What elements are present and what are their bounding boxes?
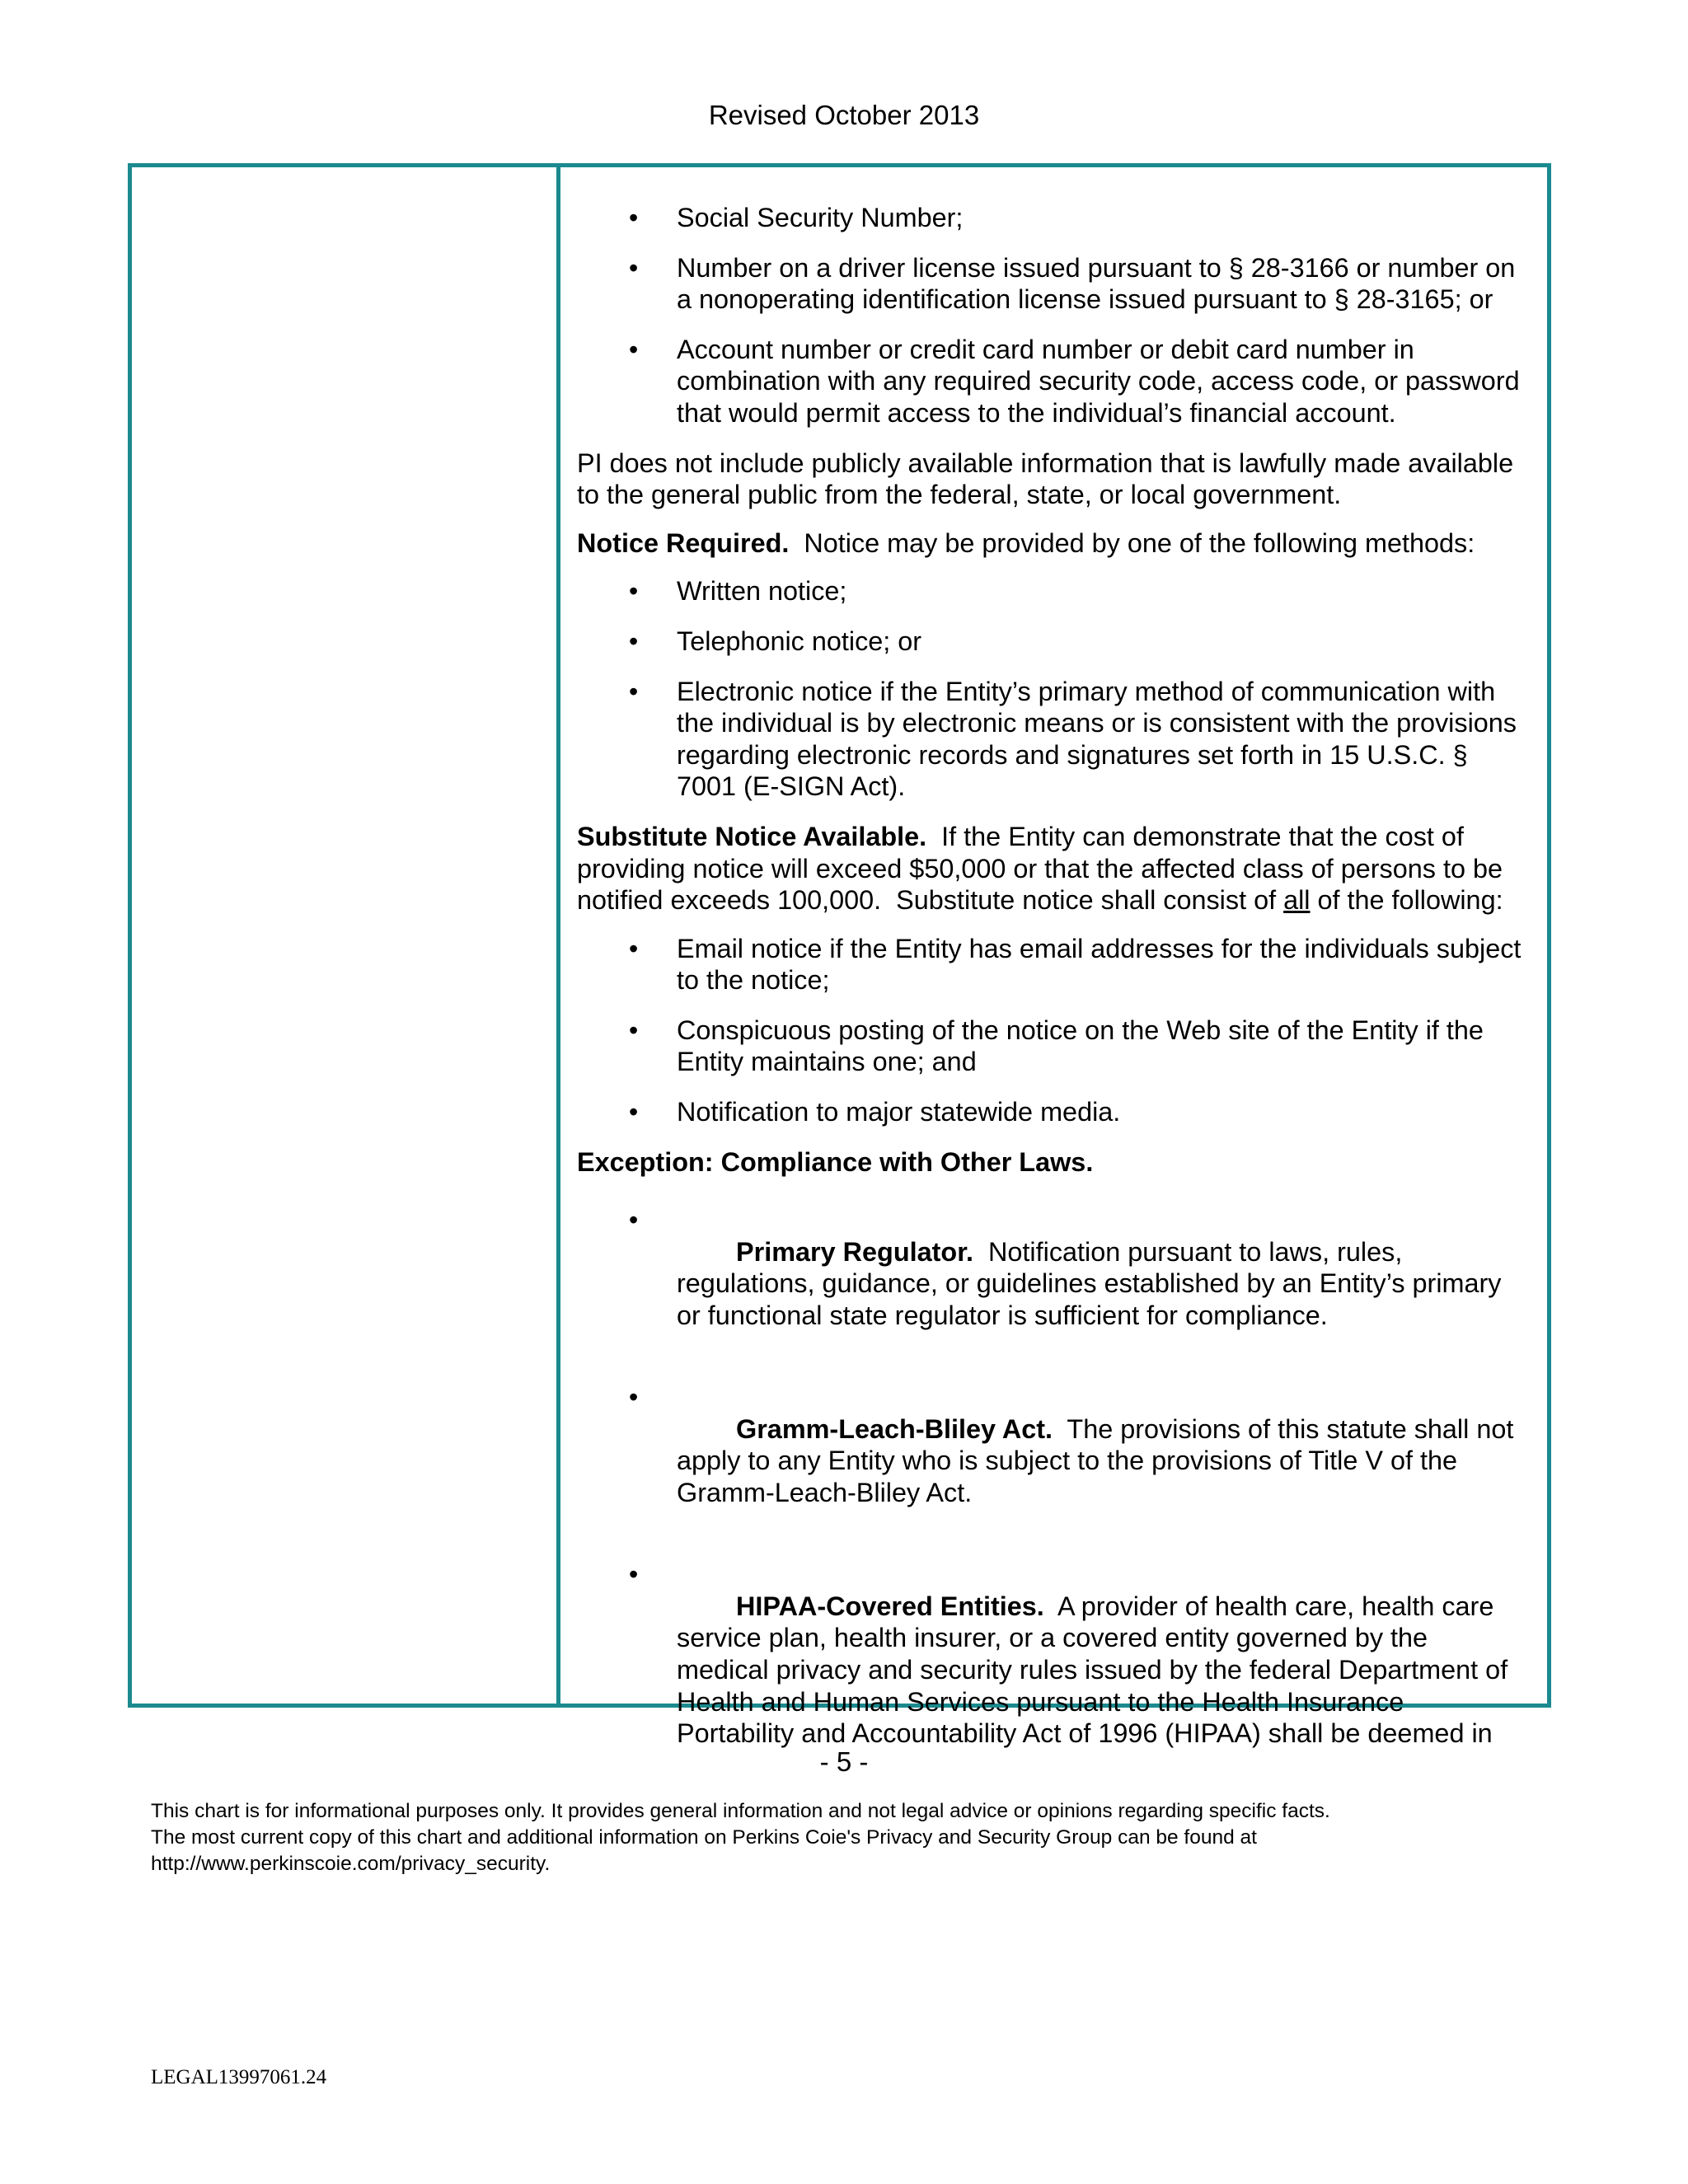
notice-required-text: Notice may be provided by one of the following methods: <box>789 527 1475 558</box>
list-item-text: Electronic notice if the Entity’s primary method of communication with the individual is by electronic means or is consistent with the provisions regarding electronic records and signatures set forth in 15 U.S.C. § 7001 (E-SIGN Act). <box>677 676 1517 802</box>
list-item <box>577 1015 1526 1078</box>
substitute-notice-paragraph <box>577 821 1526 916</box>
notice-methods-list <box>577 575 1526 803</box>
exception-item-text: The provisions of this statute shall not apply to any Entity who is subject to the provisions of Title V of the Gramm-Leach-Bliley Act. <box>677 1413 1522 1507</box>
substitute-notice-text-end: of the following: <box>1310 885 1503 916</box>
list-item-text: Written notice; <box>677 576 847 607</box>
footer-disclaimer <box>151 1798 1593 1877</box>
list-item-text: Number on a driver license issued pursuant to § 28-3166 or number on a nonoperating identification license issued pursuant to § 28-3165; or <box>677 252 1516 315</box>
bullet-icon: • <box>629 676 639 706</box>
pi-elements-list <box>577 202 1526 429</box>
exception-heading: Exception: Compliance with Other Laws. <box>577 1146 1094 1177</box>
substitute-notice-list <box>577 933 1526 1128</box>
list-item <box>577 334 1526 429</box>
substitute-notice-label: Substitute Notice Available. <box>577 821 927 851</box>
state-column-cell <box>132 167 556 1704</box>
list-item <box>577 1204 1526 1363</box>
list-item <box>577 626 1526 658</box>
notice-required-label: Notice Required. <box>577 527 790 558</box>
bullet-icon: • <box>629 1559 639 1590</box>
list-item-text: Account number or credit card number or debit card number in combination with any required security code, access code, or password that would permit access to the individual’s financial account. <box>677 334 1520 428</box>
list-item-text: Conspicuous posting of the notice on the Web site of the Entity if the Entity maintains one; and <box>677 1015 1484 1077</box>
disclaimer-line: This chart is for informational purposes only. It provides general information and not legal advice or opinions regarding specific facts. <box>151 1800 1330 1822</box>
bullet-icon: • <box>629 203 639 232</box>
disclaimer-line: The most current copy of this chart and additional information on Perkins Coie's Privacy and Security Group can be found at <box>151 1826 1257 1849</box>
exception-list <box>577 1204 1526 1781</box>
list-item <box>577 252 1526 316</box>
bullet-icon: • <box>629 1205 639 1235</box>
exception-item-label: HIPAA-Covered Entities. <box>736 1591 1044 1621</box>
bullet-icon: • <box>629 334 639 364</box>
revision-date: Revised October 2013 <box>708 100 980 130</box>
list-item <box>577 202 1526 234</box>
substitute-notice-emphasis: all <box>1283 885 1311 916</box>
exception-item-label: Gramm-Leach-Bliley Act. <box>736 1413 1053 1444</box>
list-item-text: Email notice if the Entity has email addresses for the individuals subject to the notice; <box>677 933 1522 996</box>
state-law-chart-table <box>128 163 1551 1749</box>
pi-exclusion-paragraph: PI does not include publicly available information that is lawfully made available to the general public from the federal, state, or local government. <box>577 448 1514 510</box>
exception-item-text: Notification pursuant to laws, rules, regulations, guidance, or guidelines established by an Entity’s primary or functional state regulator is sufficient for compliance. <box>677 1236 1509 1331</box>
bullet-icon: • <box>629 626 639 656</box>
exception-item-label: Primary Regulator. <box>736 1236 974 1267</box>
list-item-text: Notification to major statewide media. <box>677 1097 1121 1127</box>
bullet-icon: • <box>629 933 639 963</box>
exception-item-text: A provider of health care, health care service plan, health insurer, or a covered entity governed by the medical privacy and security rules issued by the federal Department of Health and Human Services pursuant to the Health Insurance Portability and Accountability Act of 1996 (HIPAA) shall be deemed in <box>677 1591 1516 1749</box>
page-number: - 5 - <box>819 1746 869 1777</box>
bullet-icon: • <box>629 576 639 607</box>
list-item <box>577 575 1526 607</box>
list-item <box>577 933 1526 996</box>
list-item <box>577 676 1526 803</box>
list-item <box>577 1381 1526 1540</box>
bullet-icon: • <box>629 1097 639 1127</box>
list-item-text: Telephonic notice; or <box>677 626 922 656</box>
document-id: LEGAL13997061.24 <box>151 2066 327 2088</box>
bullet-icon: • <box>629 1382 639 1413</box>
disclaimer-url: http://www.perkinscoie.com/privacy_security. <box>151 1853 551 1875</box>
list-item <box>577 1096 1526 1128</box>
bullet-icon: • <box>629 252 639 283</box>
list-item-text: Social Security Number; <box>677 203 964 232</box>
notice-required-paragraph <box>577 527 1526 560</box>
bullet-icon: • <box>629 1015 639 1045</box>
requirements-column-cell <box>560 167 1547 1749</box>
substitute-notice-text: If the Entity can demonstrate that the cost of providing notice will exceed $50,000 or that the affected class of persons to be notified exceeds 100,000. Substitute notice shall consist of <box>577 821 1510 916</box>
